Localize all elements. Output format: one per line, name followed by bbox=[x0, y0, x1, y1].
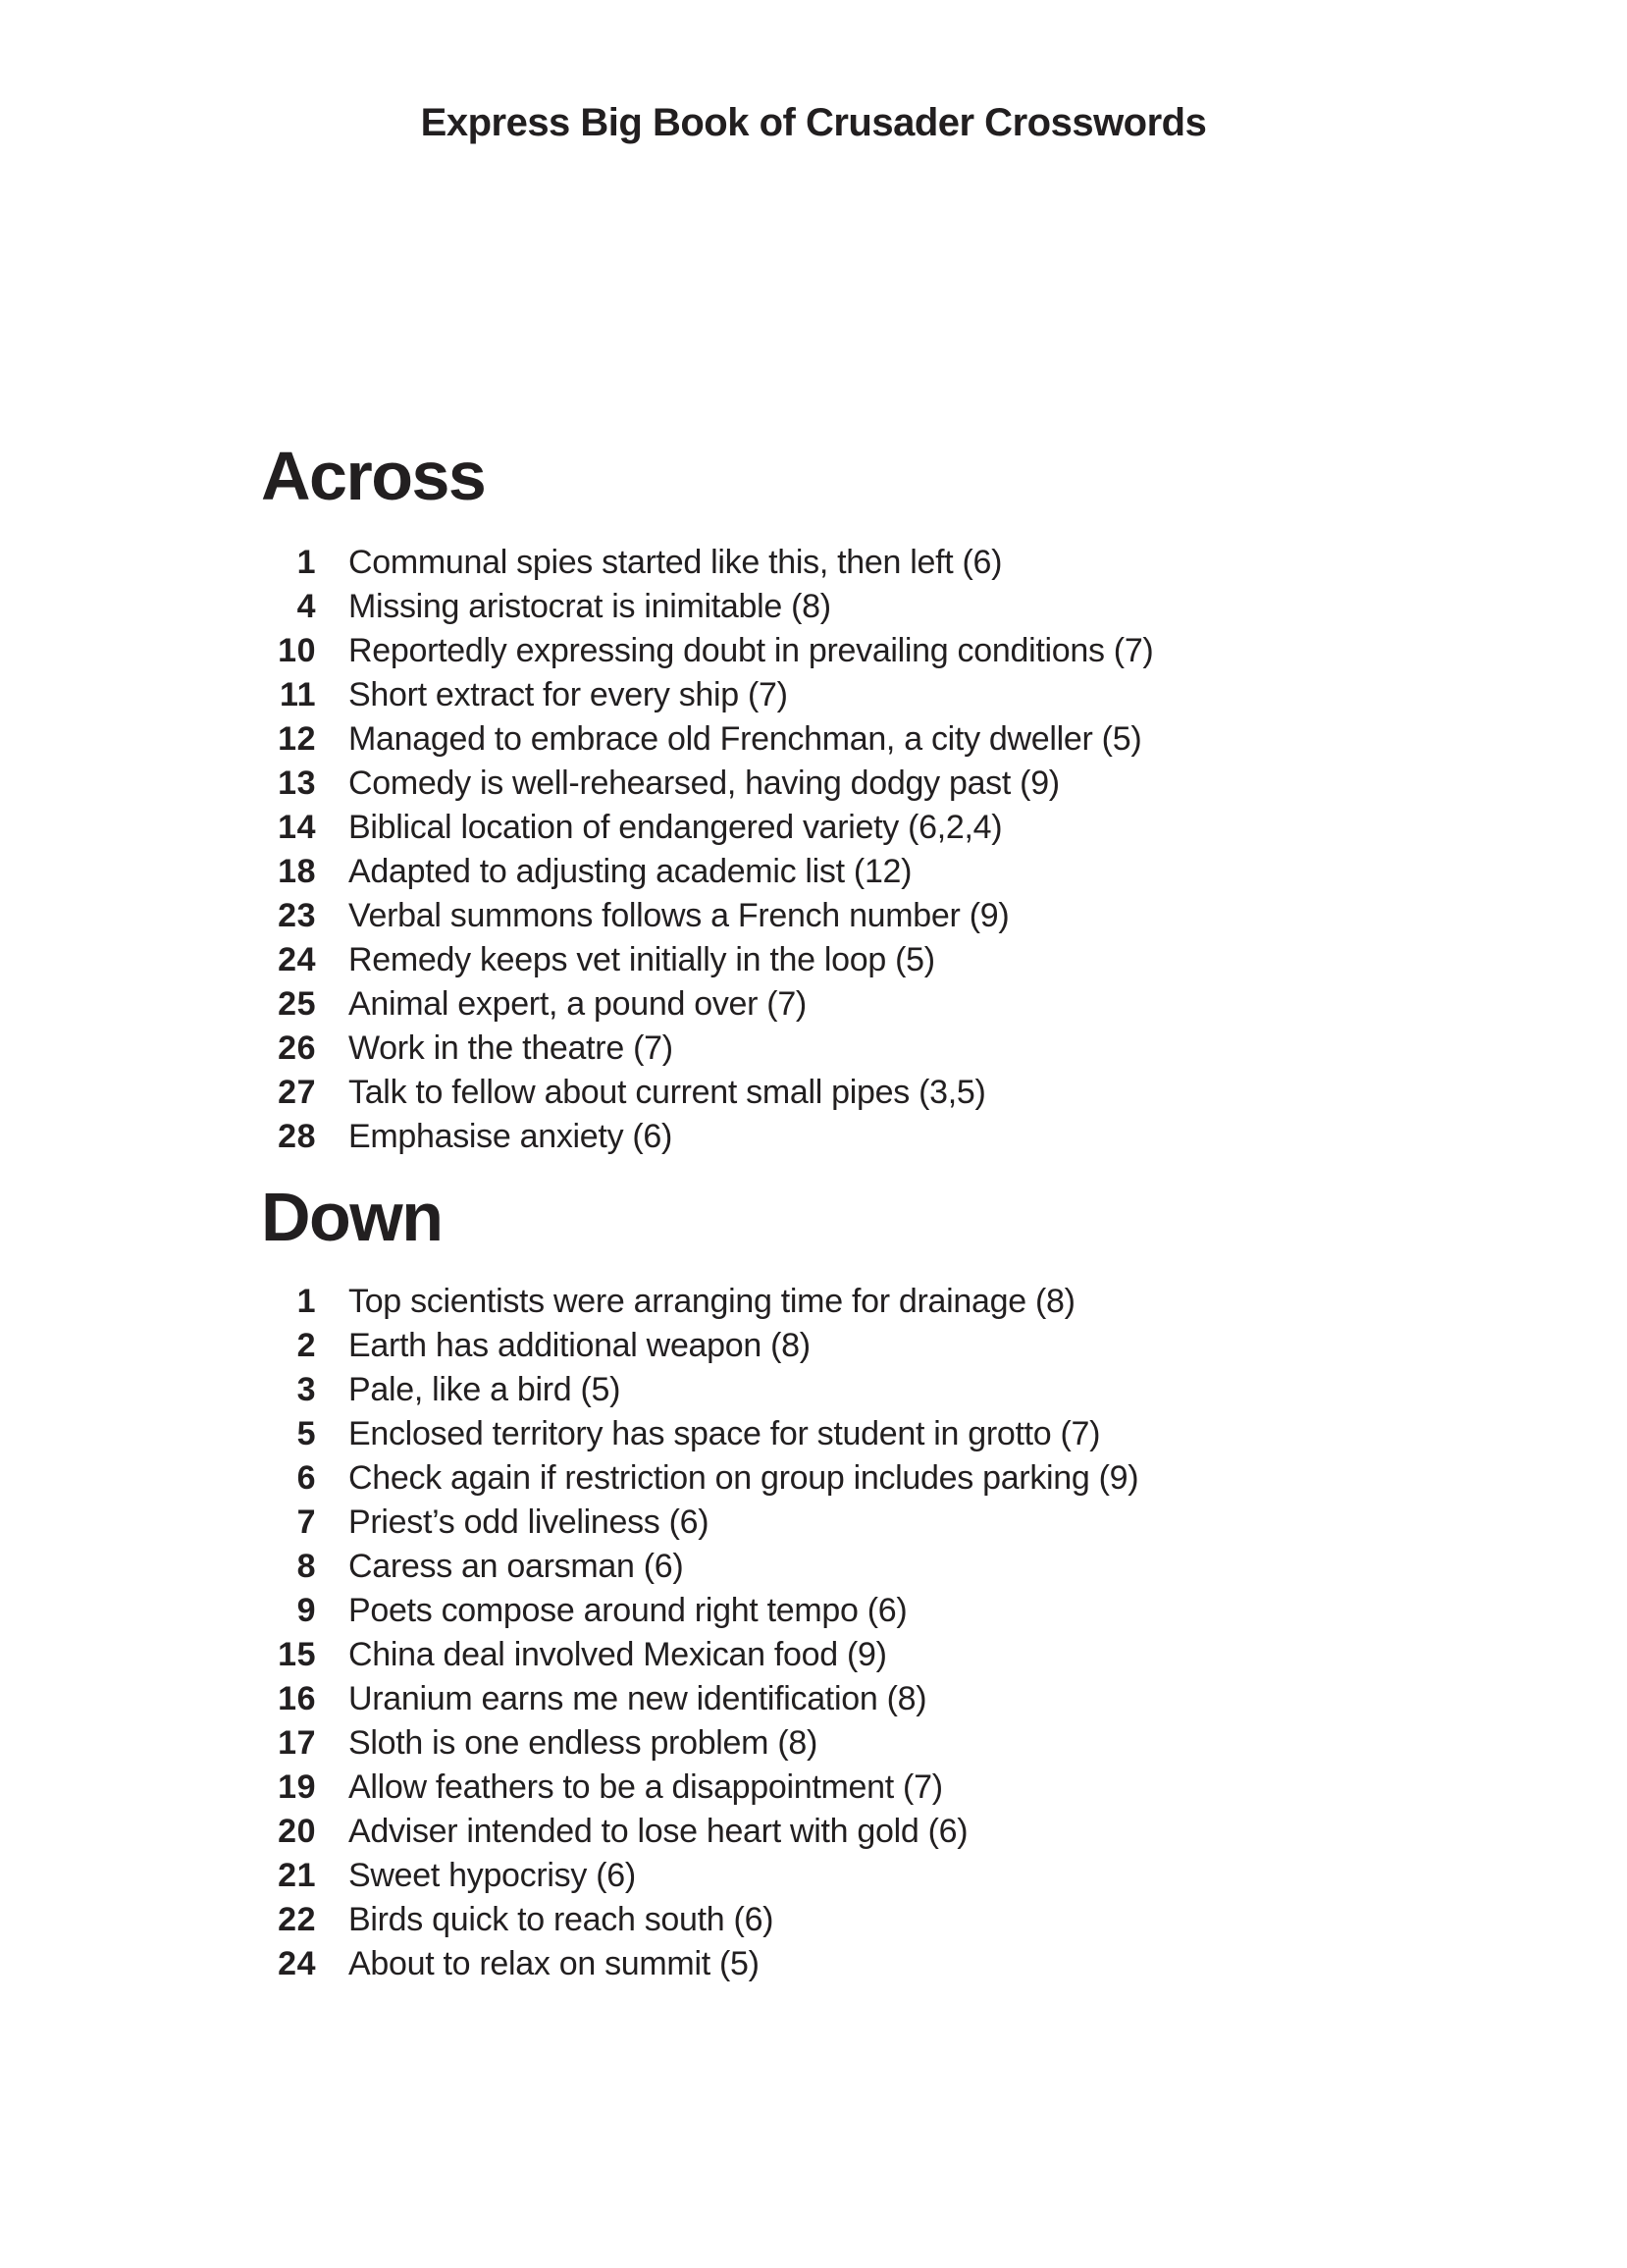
clue-row bbox=[0, 1677, 1138, 1721]
down-heading: Down bbox=[261, 1179, 443, 1255]
clue-text: Sweet hypocrisy (6) bbox=[348, 1857, 636, 1894]
clue-text: China deal involved Mexican food (9) bbox=[348, 1636, 887, 1673]
clue-row bbox=[0, 850, 1153, 894]
clue-row bbox=[0, 585, 1153, 629]
clue-number: 14 bbox=[278, 809, 316, 846]
clue-number: 12 bbox=[278, 720, 316, 758]
clue-text: Emphasise anxiety (6) bbox=[348, 1118, 673, 1155]
clue-row bbox=[0, 1027, 1153, 1071]
clue-number: 5 bbox=[296, 1415, 316, 1452]
clue-row bbox=[0, 938, 1153, 982]
clue-number: 21 bbox=[278, 1857, 316, 1894]
clue-number: 2 bbox=[296, 1327, 316, 1364]
clue-text: Talk to fellow about current small pipes (3,5) bbox=[348, 1074, 986, 1111]
clue-number: 1 bbox=[296, 1283, 316, 1320]
clue-number: 18 bbox=[278, 853, 316, 890]
clue-text: Pale, like a bird (5) bbox=[348, 1371, 621, 1408]
clue-text: About to relax on summit (5) bbox=[348, 1945, 760, 1982]
clue-text: Priest’s odd liveliness (6) bbox=[348, 1503, 709, 1541]
clue-row bbox=[0, 1412, 1138, 1456]
clue-number: 4 bbox=[296, 588, 316, 625]
clue-number: 22 bbox=[278, 1901, 316, 1938]
clue-row bbox=[0, 1545, 1138, 1589]
clue-text: Earth has additional weapon (8) bbox=[348, 1327, 811, 1364]
clue-text: Uranium earns me new identification (8) bbox=[348, 1680, 927, 1717]
clue-row bbox=[0, 1766, 1138, 1810]
clue-row bbox=[0, 1810, 1138, 1854]
clue-number: 9 bbox=[296, 1592, 316, 1629]
clue-row bbox=[0, 1115, 1153, 1159]
clue-text: Reportedly expressing doubt in prevailing conditions (7) bbox=[348, 632, 1154, 669]
clue-row bbox=[0, 673, 1153, 717]
clue-row bbox=[0, 1721, 1138, 1766]
clue-number: 6 bbox=[296, 1459, 316, 1497]
clue-text: Check again if restriction on group includes parking (9) bbox=[348, 1459, 1139, 1497]
clue-number: 27 bbox=[278, 1074, 316, 1111]
clue-text: Comedy is well-rehearsed, having dodgy past (9) bbox=[348, 765, 1060, 802]
clue-text: Enclosed territory has space for student in grotto (7) bbox=[348, 1415, 1101, 1452]
clue-number: 8 bbox=[296, 1548, 316, 1585]
clue-text: Caress an oarsman (6) bbox=[348, 1548, 684, 1585]
clue-number: 3 bbox=[296, 1371, 316, 1408]
clue-number: 24 bbox=[278, 1945, 316, 1982]
clue-row bbox=[0, 1071, 1153, 1115]
clue-row bbox=[0, 1456, 1138, 1501]
book-title: Express Big Book of Crusader Crosswords bbox=[420, 101, 1207, 144]
clue-row bbox=[0, 894, 1153, 938]
clue-text: Work in the theatre (7) bbox=[348, 1029, 673, 1067]
clue-row bbox=[0, 762, 1153, 806]
clue-number: 20 bbox=[278, 1813, 316, 1850]
clue-row bbox=[0, 1633, 1138, 1677]
clue-number: 7 bbox=[296, 1503, 316, 1541]
clue-text: Adviser intended to lose heart with gold (6) bbox=[348, 1813, 969, 1850]
clue-number: 1 bbox=[296, 544, 316, 581]
clue-number: 24 bbox=[278, 941, 316, 978]
clue-text: Communal spies started like this, then left (6) bbox=[348, 544, 1003, 581]
clue-row bbox=[0, 629, 1153, 673]
clue-text: Missing aristocrat is inimitable (8) bbox=[348, 588, 831, 625]
clue-text: Managed to embrace old Frenchman, a city dweller (5) bbox=[348, 720, 1142, 758]
clue-text: Verbal summons follows a French number (9) bbox=[348, 897, 1010, 934]
clue-row bbox=[0, 1898, 1138, 1942]
clue-row bbox=[0, 541, 1153, 585]
clue-number: 11 bbox=[280, 676, 316, 713]
clue-number: 28 bbox=[278, 1118, 316, 1155]
clue-row bbox=[0, 1324, 1138, 1368]
clue-text: Birds quick to reach south (6) bbox=[348, 1901, 774, 1938]
clue-row bbox=[0, 806, 1153, 850]
clue-number: 13 bbox=[278, 765, 316, 802]
clue-row bbox=[0, 1501, 1138, 1545]
clue-row bbox=[0, 1854, 1138, 1898]
clue-text: Short extract for every ship (7) bbox=[348, 676, 788, 713]
clue-number: 19 bbox=[278, 1768, 316, 1806]
clue-row bbox=[0, 1368, 1138, 1412]
clue-number: 23 bbox=[278, 897, 316, 934]
across-clue-list bbox=[0, 541, 1153, 1159]
clue-text: Poets compose around right tempo (6) bbox=[348, 1592, 908, 1629]
clue-number: 25 bbox=[278, 985, 316, 1023]
clue-number: 26 bbox=[278, 1029, 316, 1067]
clue-number: 15 bbox=[278, 1636, 316, 1673]
clue-row bbox=[0, 717, 1153, 762]
clue-text: Adapted to adjusting academic list (12) bbox=[348, 853, 913, 890]
across-heading: Across bbox=[261, 438, 486, 514]
clue-row bbox=[0, 982, 1153, 1027]
clue-text: Top scientists were arranging time for drainage (8) bbox=[348, 1283, 1076, 1320]
down-clue-list bbox=[0, 1280, 1138, 1986]
clue-text: Remedy keeps vet initially in the loop (5) bbox=[348, 941, 935, 978]
clue-row bbox=[0, 1280, 1138, 1324]
clue-text: Allow feathers to be a disappointment (7) bbox=[348, 1768, 943, 1806]
clue-number: 16 bbox=[278, 1680, 316, 1717]
clue-row bbox=[0, 1942, 1138, 1986]
clue-text: Biblical location of endangered variety (6,2,4) bbox=[348, 809, 1003, 846]
clue-text: Sloth is one endless problem (8) bbox=[348, 1724, 817, 1762]
clue-number: 10 bbox=[278, 632, 316, 669]
clue-text: Animal expert, a pound over (7) bbox=[348, 985, 807, 1023]
clue-row bbox=[0, 1589, 1138, 1633]
clue-number: 17 bbox=[278, 1724, 316, 1762]
